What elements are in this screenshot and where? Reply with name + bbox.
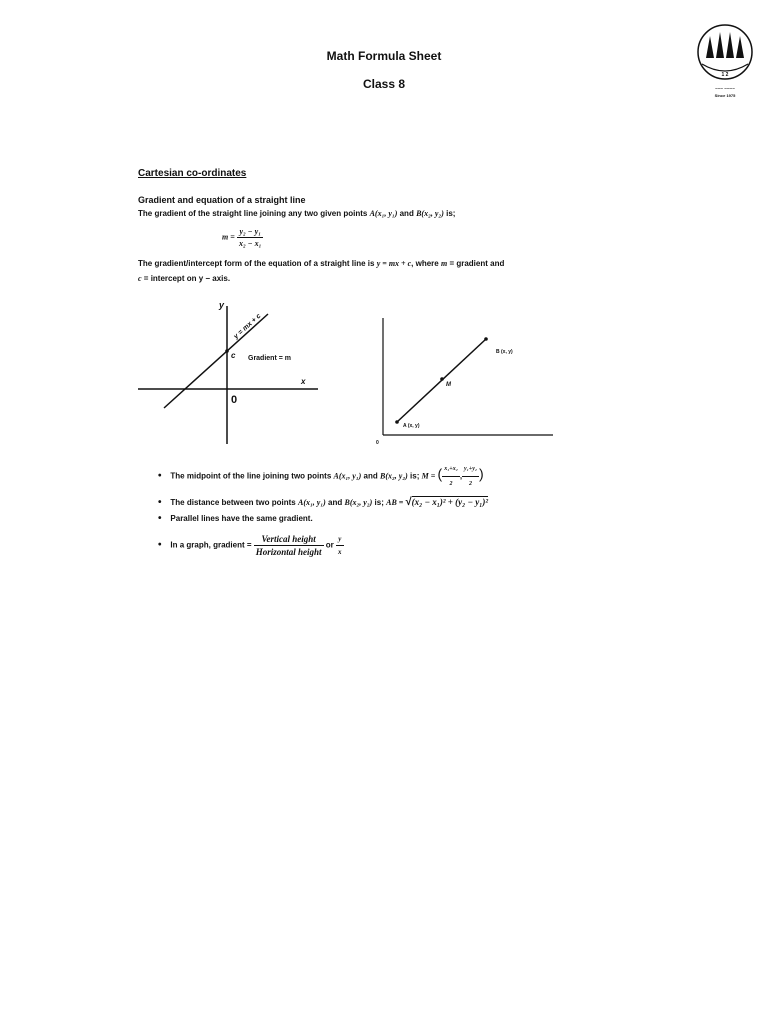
distance-point-a: A(x₁, y₁) xyxy=(298,498,326,507)
midpoint-x-den: 2 xyxy=(449,481,453,487)
point-a: A(x₁, y₁) xyxy=(369,209,398,218)
graph1-line-label: y = mx + c xyxy=(232,312,263,341)
midpoint-m: M = xyxy=(421,471,436,481)
graph1-x-label: x xyxy=(301,377,306,386)
section-heading: Cartesian co-ordinates xyxy=(138,168,247,179)
svg-text:~~~ ~~~~: ~~~ ~~~~ xyxy=(715,86,735,91)
svg-text:1 2: 1 2 xyxy=(721,72,729,78)
formula-numerator: y₂ − y₁ xyxy=(237,226,263,238)
distance-point-b: B(x₂, y₂) xyxy=(344,498,373,507)
vertical-height: Vertical height xyxy=(254,533,324,546)
page-subtitle: Class 8 xyxy=(362,77,406,91)
midpoint-and: and xyxy=(363,471,378,481)
graph-line-equation xyxy=(130,292,330,452)
intercept-paragraph-line2 xyxy=(138,273,230,284)
graph1-origin: 0 xyxy=(231,394,238,406)
parallel-text: Parallel lines have the same gradient. xyxy=(170,514,313,523)
horizontal-height: Horizontal height xyxy=(255,547,322,557)
gradient-text: The gradient of the straight line joining any two given points xyxy=(138,209,368,218)
distance-is: is; xyxy=(374,498,384,507)
bullet-graph-gradient xyxy=(158,533,344,558)
point-b: B(x₂, y₂) xyxy=(416,209,444,218)
gradient-and-text: = gradient and xyxy=(449,259,505,268)
graph1-gradient-label: Gradient = m xyxy=(248,355,291,362)
midpoint-x-num: x₁+x₂ xyxy=(442,462,460,477)
distance-and: and xyxy=(328,498,343,507)
where-text: , where xyxy=(411,259,439,268)
school-logo xyxy=(692,22,758,102)
midpoint-is: is; xyxy=(410,471,420,481)
midpoint-point-b: B(x₂, y₂) xyxy=(380,471,408,481)
graph2-point-b: B (x, y) xyxy=(496,349,513,355)
gradient-formula xyxy=(222,226,263,249)
distance-root: (x₂ − x₁)² + (y₂ − y₁)² xyxy=(411,497,489,507)
formula-denominator: x₂ − x₁ xyxy=(239,239,262,248)
graph-two-points xyxy=(370,312,560,447)
bullet-mark: • xyxy=(158,470,162,482)
bullet-mark: • xyxy=(158,539,162,551)
distance-text: The distance between two points xyxy=(170,498,296,507)
is-text: is; xyxy=(446,209,456,218)
intercept-paragraph xyxy=(138,258,504,269)
graph2-midpoint: M xyxy=(446,382,451,388)
gradient-paragraph xyxy=(138,208,455,219)
seal-caption: Since 1975 xyxy=(714,93,736,98)
intercept-on-y-text: = intercept on y − axis. xyxy=(143,274,231,283)
bullet-mark: • xyxy=(158,497,162,508)
distance-ab: AB = xyxy=(386,498,404,507)
bullet-mark: • xyxy=(158,513,162,524)
page-title: Math Formula Sheet xyxy=(326,49,442,63)
section-subheading: Gradient and equation of a straight line xyxy=(138,195,306,205)
y-over: y xyxy=(336,533,344,546)
graph1-y-label: y xyxy=(219,300,225,310)
m-symbol: m xyxy=(440,259,448,268)
c-symbol: c xyxy=(138,274,142,283)
midpoint-text: The midpoint of the line joining two points xyxy=(170,471,332,481)
and-text: and xyxy=(399,209,414,218)
intercept-text: The gradient/intercept form of the equation of a straight line is xyxy=(138,259,375,268)
midpoint-y-den: 2 xyxy=(469,481,473,487)
line-equation: y = mx + c xyxy=(376,259,412,268)
midpoint-y-num: y₁+y₂ xyxy=(462,462,479,477)
seal-icon xyxy=(692,22,758,102)
formula-lhs: m = xyxy=(222,232,235,242)
x-under: x xyxy=(338,548,342,556)
graph1-intercept: c xyxy=(231,351,236,360)
bullet-midpoint: • The midpoint of the line joining two points A(x₁, y₁) and B(x₂, y₂) is; M = ( $\frac{\text{x₁+x₂}}{2}$ , $\frac{\text{y₁+y₂}}{2}$ ) xyxy=(158,462,484,491)
bullet-distance: • The distance between two points A(x₁, y₁) and B(x₂, y₂) is; AB = √(x₂ − x₁)² + (y₂ − y₁)² xyxy=(158,496,489,508)
graph2-origin: 0 xyxy=(376,440,379,446)
midpoint-point-a: A(x₁, y₁) xyxy=(333,471,362,481)
graph-gradient-text: In a graph, gradient = xyxy=(170,540,252,550)
graph2-point-a: A (x, y) xyxy=(403,423,420,429)
or-text: or xyxy=(325,540,334,550)
bullet-parallel xyxy=(158,513,313,524)
